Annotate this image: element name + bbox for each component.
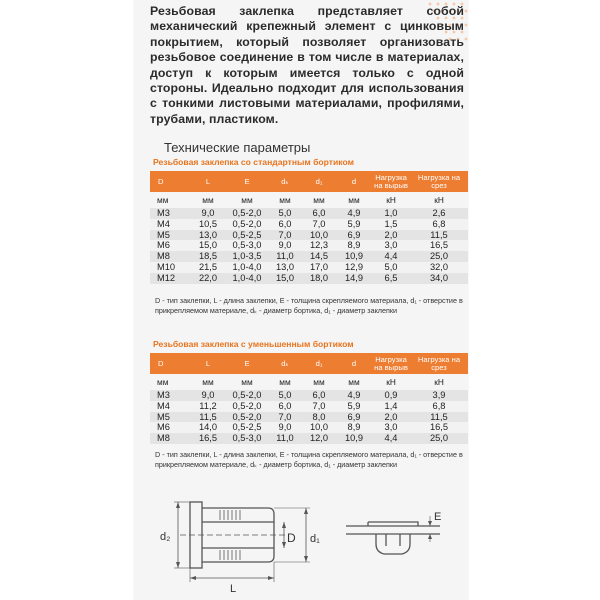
header-cell: E (226, 353, 268, 374)
header-cell: L (190, 353, 226, 374)
table-row (150, 390, 468, 401)
table-cell: 6,0 (302, 390, 336, 401)
header-cell: d (336, 353, 372, 374)
table-cell: 10,0 (302, 230, 336, 241)
unit-cell: мм (226, 192, 268, 208)
table-row (150, 401, 468, 412)
table-cell: 15,0 (190, 240, 226, 251)
table-cell: 5,0 (268, 390, 302, 401)
unit-cell: кН (372, 192, 410, 208)
d2-label: d₂ (160, 531, 171, 543)
table2-title: Резьбовая заклепка с уменьшенным бортиком (153, 339, 354, 349)
table-cell: 15,0 (268, 273, 302, 284)
table-cell: 16,5 (410, 422, 468, 433)
unit-cell: кН (410, 192, 468, 208)
header-cell: D (150, 171, 190, 192)
header-cell: D (150, 353, 190, 374)
table-cell: 7,0 (302, 401, 336, 412)
table-cell: 8,9 (336, 422, 372, 433)
table-units-row (150, 192, 468, 208)
unit-cell: мм (190, 374, 226, 390)
table1-note: D - тип заклепки, L - длина заклепки, E - толщина скрепляемого материала, d₁ - отверстие в прикрепляемом материале, dₖ - диаметр бортика, d₁ - диаметр заклепки (155, 296, 463, 315)
unit-cell: мм (302, 374, 336, 390)
table-cell: M6 (150, 422, 190, 433)
L-label: L (230, 583, 237, 595)
table-cell: 11,5 (410, 412, 468, 423)
table-cell: 14,5 (302, 251, 336, 262)
table-cell: M5 (150, 230, 190, 241)
table2-body (150, 390, 468, 444)
header-cell: d₁ (302, 171, 336, 192)
table-cell: 8,9 (336, 240, 372, 251)
table-cell: 9,0 (190, 208, 226, 219)
table-cell: 6,8 (410, 219, 468, 230)
table-cell: 11,0 (268, 251, 302, 262)
table2-note: D - тип заклепки, L - длина заклепки, E - толщина скрепляемого материала, d₁ - отверстие в прикрепляемом материале, dₖ - диаметр бортика, d₁ - диаметр заклепки (155, 450, 463, 469)
table-cell: 9,0 (190, 390, 226, 401)
table-cell: 5,9 (336, 401, 372, 412)
d1-label: d₁ (310, 533, 320, 545)
unit-cell: мм (336, 374, 372, 390)
table-cell: 7,0 (302, 219, 336, 230)
table-cell: 9,0 (268, 240, 302, 251)
table-cell: 4,4 (372, 251, 410, 262)
table-cell: 6,0 (302, 208, 336, 219)
unit-cell: мм (268, 192, 302, 208)
table-row (150, 273, 468, 284)
table-cell: 6,0 (268, 401, 302, 412)
table-cell: 13,0 (190, 230, 226, 241)
table-cell: 2,6 (410, 208, 468, 219)
header-cell: E (226, 171, 268, 192)
table-cell: 4,4 (372, 433, 410, 444)
table-cell: M6 (150, 240, 190, 251)
table-cell: 1,0 (372, 208, 410, 219)
table-cell: 0,5-2,5 (226, 230, 268, 241)
table-cell: M3 (150, 390, 190, 401)
header-cell: dₖ (268, 171, 302, 192)
table-cell: 1,0-4,0 (226, 262, 268, 273)
table-cell: 11,0 (268, 433, 302, 444)
table-cell: 6,9 (336, 230, 372, 241)
table-cell: 3,9 (410, 390, 468, 401)
table1-body (150, 208, 468, 284)
table-cell: 11,5 (410, 230, 468, 241)
table-cell: 0,5-2,0 (226, 401, 268, 412)
header-cell: L (190, 171, 226, 192)
header-cell: dₖ (268, 353, 302, 374)
table-cell: 10,5 (190, 219, 226, 230)
table1-title: Резьбовая заклепка со стандартным бортиком (153, 157, 354, 167)
unit-cell: мм (226, 374, 268, 390)
table-row (150, 219, 468, 230)
table-cell: 8,0 (302, 412, 336, 423)
E-label: E (434, 511, 442, 523)
table-cell: 13,0 (268, 262, 302, 273)
table-cell: 3,0 (372, 422, 410, 433)
table-cell: 11,5 (190, 412, 226, 423)
spec-table-reduced (150, 353, 468, 444)
table-units-row (150, 374, 468, 390)
table-header-row (150, 171, 468, 192)
table-cell: 10,0 (302, 422, 336, 433)
section-title: Технические параметры (164, 140, 311, 155)
table-cell: M4 (150, 219, 190, 230)
table-cell: 10,9 (336, 251, 372, 262)
table-cell: 18,5 (190, 251, 226, 262)
table-cell: 16,5 (410, 240, 468, 251)
unit-cell: мм (150, 192, 190, 208)
table-cell: 12,3 (302, 240, 336, 251)
table-cell: 6,0 (268, 219, 302, 230)
table-row (150, 412, 468, 423)
table-row (150, 251, 468, 262)
table-cell: 12,0 (302, 433, 336, 444)
table-cell: 4,9 (336, 208, 372, 219)
table-cell: 2,0 (372, 412, 410, 423)
table-cell: 0,5-3,0 (226, 240, 268, 251)
table-cell: M10 (150, 262, 190, 273)
table-cell: 32,0 (410, 262, 468, 273)
product-description: Резьбовая заклепка представляет собой механический крепежный элемент с цинковым покрытием, который позволяет организовать резьбовое соединение в том числе в материалах, доступ к которым имеется только с одной стороны. Идеально подходит для использования с тонкими листовыми материалами, профилями, трубами, пластиком. (150, 4, 464, 126)
table-cell: 4,9 (336, 390, 372, 401)
table-cell: 0,5-2,5 (226, 422, 268, 433)
table-cell: 3,0 (372, 240, 410, 251)
table-cell: 5,0 (372, 262, 410, 273)
table-cell: 6,9 (336, 412, 372, 423)
header-cell: Нагрузка на срез (410, 171, 468, 192)
table-cell: 10,9 (336, 433, 372, 444)
table-cell: 1,0-4,0 (226, 273, 268, 284)
unit-cell: мм (302, 192, 336, 208)
table-cell: 5,0 (268, 208, 302, 219)
rivet-nut-drawing (150, 486, 450, 596)
table-cell: 34,0 (410, 273, 468, 284)
header-cell: Нагрузка на вырыв (372, 353, 410, 374)
unit-cell: кН (372, 374, 410, 390)
unit-cell: мм (336, 192, 372, 208)
table-cell: 14,0 (190, 422, 226, 433)
table-cell: M8 (150, 251, 190, 262)
table-row (150, 262, 468, 273)
header-cell: d₁ (302, 353, 336, 374)
D-label: D (287, 531, 296, 545)
table-cell: 17,0 (302, 262, 336, 273)
table-cell: 0,5-2,0 (226, 390, 268, 401)
table-cell: 1,0-3,5 (226, 251, 268, 262)
table-cell: 7,0 (268, 412, 302, 423)
table-cell: 0,5-2,0 (226, 208, 268, 219)
table-cell: 25,0 (410, 251, 468, 262)
table-cell: 11,2 (190, 401, 226, 412)
table-cell: 14,9 (336, 273, 372, 284)
unit-cell: мм (190, 192, 226, 208)
table-cell: 22,0 (190, 273, 226, 284)
table-cell: 21,5 (190, 262, 226, 273)
table-cell: M3 (150, 208, 190, 219)
table-cell: 0,9 (372, 390, 410, 401)
spec-table-standard (150, 171, 468, 284)
header-cell: Нагрузка на срез (410, 353, 468, 374)
table-row (150, 422, 468, 433)
table-row (150, 230, 468, 241)
table-cell: 25,0 (410, 433, 468, 444)
table-cell: 12,9 (336, 262, 372, 273)
header-cell: Нагрузка на вырыв (372, 171, 410, 192)
table-cell: 0,5-2,0 (226, 412, 268, 423)
table-cell: 9,0 (268, 422, 302, 433)
table-cell: 0,5-2,0 (226, 219, 268, 230)
table-cell: 6,5 (372, 273, 410, 284)
table-cell: 0,5-3,0 (226, 433, 268, 444)
table-cell: M5 (150, 412, 190, 423)
table-row (150, 208, 468, 219)
unit-cell: кН (410, 374, 468, 390)
unit-cell: мм (150, 374, 190, 390)
table-row (150, 240, 468, 251)
header-cell: d (336, 171, 372, 192)
table-cell: M4 (150, 401, 190, 412)
table-row (150, 433, 468, 444)
table-header-row (150, 353, 468, 374)
table-cell: 2,0 (372, 230, 410, 241)
table-cell: M8 (150, 433, 190, 444)
table-cell: 1,4 (372, 401, 410, 412)
table-cell: 5,9 (336, 219, 372, 230)
unit-cell: мм (268, 374, 302, 390)
table-cell: 1,5 (372, 219, 410, 230)
table-cell: M12 (150, 273, 190, 284)
table-cell: 6,8 (410, 401, 468, 412)
table-cell: 16,5 (190, 433, 226, 444)
table-cell: 7,0 (268, 230, 302, 241)
table-cell: 18,0 (302, 273, 336, 284)
